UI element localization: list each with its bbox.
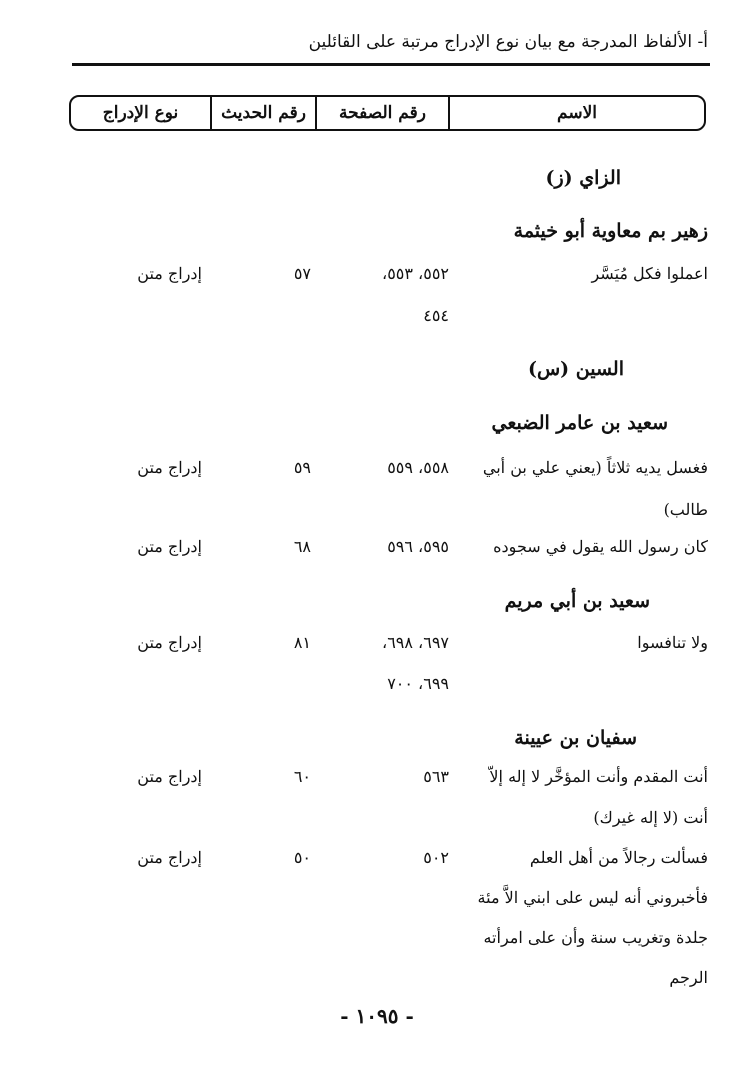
col-divider xyxy=(448,97,450,129)
section-heading: السين (س) xyxy=(527,358,624,380)
row-type: إدراج متن xyxy=(137,848,202,867)
running-header: أ- الألفاظ المدرجة مع بيان نوع الإدراج مرتبة على القائلين xyxy=(308,32,708,52)
row-text: طالب) xyxy=(663,500,708,519)
row-pages: ٥٥٨، ٥٥٩ xyxy=(387,458,449,477)
col-header-hadith: رقم الحديث xyxy=(221,103,306,123)
row-text: اعملوا فكل مُيَسَّر xyxy=(591,264,708,283)
page-number: - ١٠٩٥ - xyxy=(340,1004,414,1028)
row-text: جلدة وتغريب سنة وأن على امرأته xyxy=(483,928,708,947)
row-text: أنت (لا إله غيرك) xyxy=(593,808,708,827)
row-type: إدراج متن xyxy=(137,767,202,786)
row-pages: ٥٠٢ xyxy=(423,848,449,867)
person-name: زهير بم معاوية أبو خيثمة xyxy=(513,220,708,242)
row-text: كان رسول الله يقول في سجوده xyxy=(493,537,708,556)
row-text: الرجم xyxy=(669,968,708,987)
row-type: إدراج متن xyxy=(137,264,202,283)
row-text: فغسل يديه ثلاثاً (يعني علي بن أبي xyxy=(482,458,708,477)
table-header xyxy=(69,95,706,131)
row-pages: ٤٥٤ xyxy=(423,306,449,325)
header-rule xyxy=(72,63,710,66)
row-type: إدراج متن xyxy=(137,458,202,477)
section-heading: الزاي (ز) xyxy=(545,167,621,189)
row-hadith: ٦٨ xyxy=(293,537,311,556)
row-type: إدراج متن xyxy=(137,537,202,556)
row-hadith: ٦٠ xyxy=(293,767,311,786)
row-hadith: ٥٧ xyxy=(293,264,311,283)
row-text: فأخبروني أنه ليس على ابني الاَّ مئة xyxy=(477,888,708,907)
row-hadith: ٥٩ xyxy=(293,458,311,477)
row-pages: ٥٩٥، ٥٩٦ xyxy=(387,537,449,556)
row-pages: ٦٩٧، ٦٩٨، xyxy=(382,633,449,652)
row-hadith: ٨١ xyxy=(293,633,311,652)
row-pages: ٥٦٣ xyxy=(423,767,449,786)
row-text: أنت المقدم وأنت المؤخَّر لا إله إلاّ xyxy=(489,767,708,786)
person-name: سعيد بن عامر الضبعي xyxy=(491,412,668,434)
row-type: إدراج متن xyxy=(137,633,202,652)
col-divider xyxy=(315,97,317,129)
person-name: سعيد بن أبي مريم xyxy=(504,590,650,612)
col-header-type: نوع الإدراج xyxy=(102,103,179,123)
row-pages: ٦٩٩، ٧٠٠ xyxy=(387,674,449,693)
row-text: ولا تنافسوا xyxy=(637,633,708,652)
row-text: فسألت رجالاً من أهل العلم xyxy=(529,848,708,867)
col-divider xyxy=(210,97,212,129)
row-pages: ٥٥٢، ٥٥٣، xyxy=(382,264,449,283)
col-header-page: رقم الصفحة xyxy=(339,103,426,123)
col-header-name: الاسم xyxy=(557,103,597,123)
person-name: سفيان بن عيينة xyxy=(514,727,637,749)
row-hadith: ٥٠ xyxy=(293,848,311,867)
